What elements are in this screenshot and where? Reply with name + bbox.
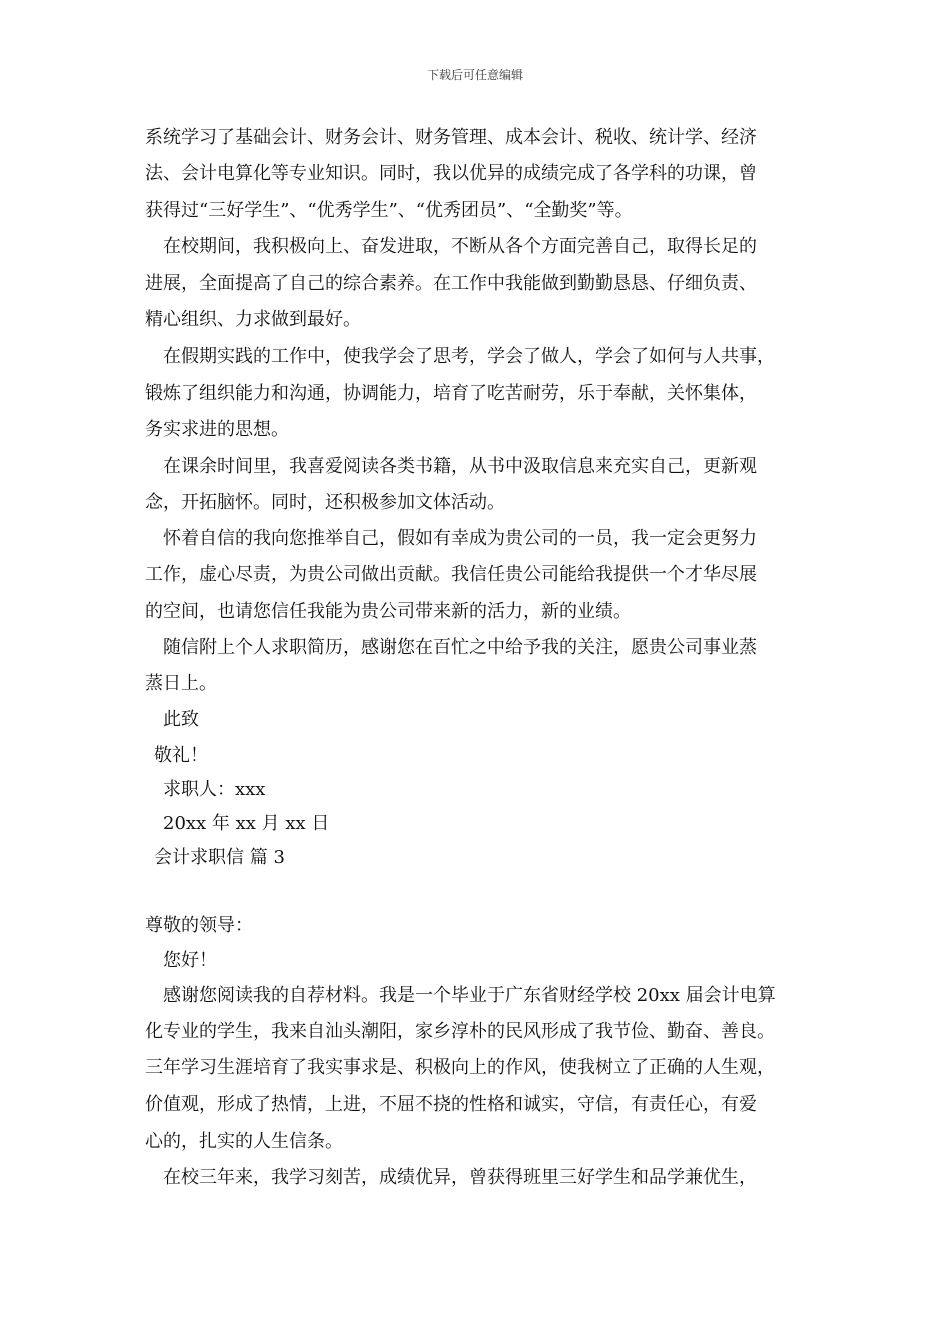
text-line: 工作，虚心尽责，为贵公司做出贡献。我信任贵公司能给我提供一个才华尽展: [145, 564, 757, 585]
text-line: 心的，扎实的人生信条。: [145, 1131, 343, 1152]
date-line: 20xx 年 xx 月 xx 日: [163, 813, 330, 834]
text-line: 锻炼了组织能力和沟通，协调能力，培育了吃苦耐劳，乐于奉献，关怀集体，: [145, 383, 757, 404]
text-line: 在课余时间里，我喜爱阅读各类书籍，从书中汲取信息来充实自己，更新观: [163, 456, 757, 477]
text-line: 进展，全面提高了自己的综合素养。在工作中我能做到勤勤恳恳、仔细负责、: [145, 273, 757, 294]
text-line: 三年学习生涯培育了我实事求是、积极向上的作风，使我树立了正确的人生观，: [145, 1057, 775, 1078]
signature-line: 求职人：xxx: [163, 779, 266, 800]
text-line: 法、会计电算化等专业知识。同时，我以优异的成绩完成了各学科的功课，曾: [145, 163, 757, 184]
section-heading: 会计求职信 篇 3: [154, 847, 285, 868]
text-line: 获得过“三好学生”、“优秀学生”、“优秀团员”、“全勤奖”等。: [145, 200, 633, 221]
text-line: 的空间，也请您信任我能为贵公司带来新的活力，新的业绩。: [145, 601, 631, 622]
page-header: 下载后可任意编辑: [426, 68, 523, 82]
text-line: 随信附上个人求职简历，感谢您在百忙之中给予我的关注，愿贵公司事业蒸: [163, 637, 757, 658]
closing-line: 此致: [163, 709, 199, 730]
text-line: 念，开拓脑怀。同时，还积极参加文体活动。: [145, 492, 505, 513]
text-line: 系统学习了基础会计、财务会计、财务管理、成本会计、税收、统计学、经济: [145, 127, 757, 148]
text-line: 在校三年来，我学习刻苦，成绩优异，曾获得班里三好学生和品学兼优生，: [163, 1167, 757, 1188]
text-line: 感谢您阅读我的自荐材料。我是一个毕业于广东省财经学校 20xx 届会计电算: [163, 985, 776, 1006]
text-line: 精心组织、力求做到最好。: [145, 309, 361, 330]
text-line: 在校期间，我积极向上、奋发进取，不断从各个方面完善自己，取得长足的: [163, 236, 757, 257]
salutation-line: 尊敬的领导：: [145, 915, 253, 936]
text-line: 价值观，形成了热情，上进，不屈不挠的性格和诚实，守信，有责任心，有爱: [145, 1094, 757, 1115]
text-line: 务实求进的思想。: [145, 419, 289, 440]
closing-line: 敬礼！: [154, 745, 208, 766]
text-line: 在假期实践的工作中，使我学会了思考，学会了做人，学会了如何与人共事，: [163, 346, 775, 367]
text-line: 怀着自信的我向您推举自己，假如有幸成为贵公司的一员，我一定会更努力: [163, 528, 757, 549]
text-line: 化专业的学生，我来自汕头潮阳，家乡淳朴的民风形成了我节俭、勤奋、善良。: [145, 1021, 775, 1042]
greeting-line: 您好！: [163, 950, 217, 971]
text-line: 蒸日上。: [145, 673, 217, 694]
